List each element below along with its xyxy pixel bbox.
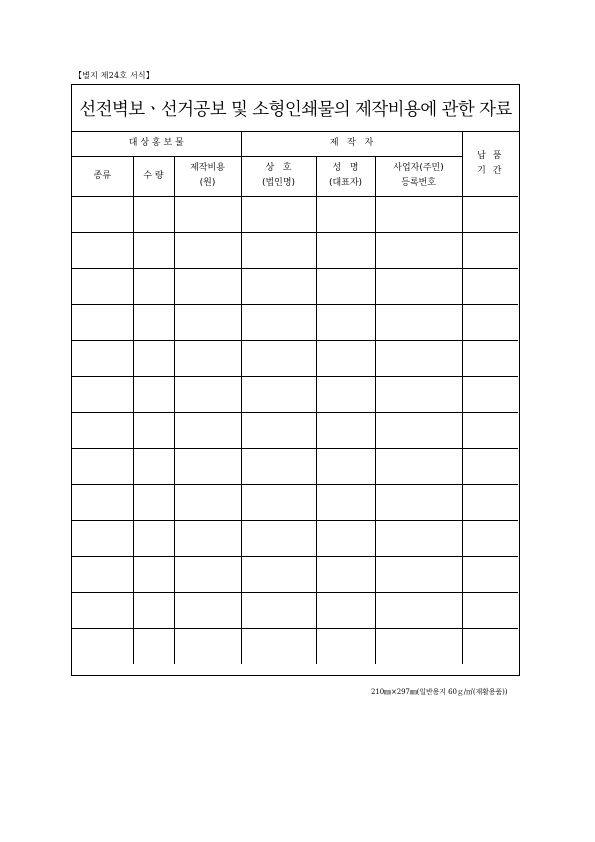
cell-type[interactable] xyxy=(72,448,133,484)
cell-type[interactable] xyxy=(72,232,133,268)
cell-quantity[interactable] xyxy=(133,304,174,340)
cell-delivery-period[interactable] xyxy=(462,484,518,520)
cell-type[interactable] xyxy=(72,592,133,628)
cell-registration-number[interactable] xyxy=(375,376,462,412)
form-title: 선전벽보ㆍ선거공보 및 소형인쇄물의 제작비용에 관한 자료 xyxy=(79,99,512,120)
cell-quantity[interactable] xyxy=(133,376,174,412)
cell-registration-number[interactable] xyxy=(375,412,462,448)
cell-cost[interactable] xyxy=(174,556,241,592)
header-row-group xyxy=(72,132,518,156)
cell-representative[interactable] xyxy=(316,484,375,520)
header-target-label: 대 상 홍 보 물 xyxy=(128,138,184,149)
cell-trade-name[interactable] xyxy=(241,304,316,340)
cell-delivery-period[interactable] xyxy=(462,592,518,628)
cell-trade-name[interactable] xyxy=(241,628,316,664)
cell-delivery-period[interactable] xyxy=(462,304,518,340)
cell-quantity[interactable] xyxy=(133,448,174,484)
cell-trade-name[interactable] xyxy=(241,340,316,376)
table-row xyxy=(72,628,518,664)
cell-type[interactable] xyxy=(72,196,133,232)
table-row xyxy=(72,556,518,592)
cell-trade-name[interactable] xyxy=(241,448,316,484)
cell-type[interactable] xyxy=(72,268,133,304)
cell-quantity[interactable] xyxy=(133,592,174,628)
cell-delivery-period[interactable] xyxy=(462,340,518,376)
table-row xyxy=(72,448,518,484)
title-box xyxy=(72,85,519,132)
cell-representative[interactable] xyxy=(316,628,375,664)
cell-trade-name[interactable] xyxy=(241,556,316,592)
cell-quantity[interactable] xyxy=(133,412,174,448)
table-row xyxy=(72,520,518,556)
cell-cost[interactable] xyxy=(174,268,241,304)
cell-registration-number[interactable] xyxy=(375,484,462,520)
header-delivery-line2: 기 간 xyxy=(477,165,504,176)
cell-registration-number[interactable] xyxy=(375,196,462,232)
cell-representative[interactable] xyxy=(316,412,375,448)
table-row xyxy=(72,340,518,376)
cell-delivery-period[interactable] xyxy=(462,376,518,412)
cell-type[interactable] xyxy=(72,412,133,448)
cell-quantity[interactable] xyxy=(133,196,174,232)
table-row xyxy=(72,304,518,340)
table-row xyxy=(72,268,518,304)
cell-cost[interactable] xyxy=(174,196,241,232)
form-frame xyxy=(71,84,520,676)
header-trade-name xyxy=(241,156,316,196)
header-row-columns xyxy=(72,156,518,196)
header-registration-number xyxy=(375,156,462,196)
header-producer-label: 제 작 자 xyxy=(329,138,374,149)
cell-cost[interactable] xyxy=(174,412,241,448)
header-type-label: 종류 xyxy=(93,170,111,181)
header-name-line2: (대표자) xyxy=(328,178,363,188)
cell-representative[interactable] xyxy=(316,196,375,232)
cell-quantity[interactable] xyxy=(133,484,174,520)
header-delivery-period xyxy=(462,132,518,196)
cell-quantity[interactable] xyxy=(133,232,174,268)
cell-cost[interactable] xyxy=(174,448,241,484)
header-trade-name-line2: (법인명) xyxy=(261,178,296,188)
header-trade-name-line1: 상 호 xyxy=(265,163,292,173)
cell-representative[interactable] xyxy=(316,232,375,268)
cell-registration-number[interactable] xyxy=(375,448,462,484)
cell-delivery-period[interactable] xyxy=(462,412,518,448)
header-cost-line2: (원) xyxy=(199,178,216,188)
cell-delivery-period[interactable] xyxy=(462,232,518,268)
cell-trade-name[interactable] xyxy=(241,484,316,520)
header-producer xyxy=(241,132,462,156)
cell-type[interactable] xyxy=(72,520,133,556)
form-number-label: 【별지 제24호 서식】 xyxy=(74,71,155,80)
cell-trade-name[interactable] xyxy=(241,232,316,268)
cell-cost[interactable] xyxy=(174,376,241,412)
cell-type[interactable] xyxy=(72,628,133,664)
cell-cost[interactable] xyxy=(174,304,241,340)
cell-cost[interactable] xyxy=(174,484,241,520)
cell-registration-number[interactable] xyxy=(375,628,462,664)
cell-type[interactable] xyxy=(72,556,133,592)
cell-trade-name[interactable] xyxy=(241,196,316,232)
cell-representative[interactable] xyxy=(316,268,375,304)
cell-delivery-period[interactable] xyxy=(462,196,518,232)
header-representative xyxy=(316,156,375,196)
cell-quantity[interactable] xyxy=(133,520,174,556)
cell-cost[interactable] xyxy=(174,592,241,628)
cell-trade-name[interactable] xyxy=(241,592,316,628)
cell-registration-number[interactable] xyxy=(375,268,462,304)
cell-quantity[interactable] xyxy=(133,268,174,304)
header-regno-line1: 사업자(주민) xyxy=(393,163,444,173)
cell-delivery-period[interactable] xyxy=(462,448,518,484)
cell-cost[interactable] xyxy=(174,340,241,376)
cell-registration-number[interactable] xyxy=(375,592,462,628)
cell-representative[interactable] xyxy=(316,304,375,340)
header-target-materials xyxy=(72,132,241,156)
table-row xyxy=(72,592,518,628)
header-delivery-line1: 납 품 xyxy=(477,150,504,161)
header-quantity xyxy=(133,156,174,196)
cell-delivery-period[interactable] xyxy=(462,268,518,304)
table-row xyxy=(72,232,518,268)
cell-cost[interactable] xyxy=(174,628,241,664)
cell-registration-number[interactable] xyxy=(375,304,462,340)
cell-trade-name[interactable] xyxy=(241,412,316,448)
cell-registration-number[interactable] xyxy=(375,556,462,592)
cell-trade-name[interactable] xyxy=(241,376,316,412)
cell-representative[interactable] xyxy=(316,376,375,412)
table-row xyxy=(72,376,518,412)
header-name-line1: 성 명 xyxy=(332,163,359,173)
cell-representative[interactable] xyxy=(316,556,375,592)
table-row xyxy=(72,484,518,520)
cell-type[interactable] xyxy=(72,340,133,376)
cell-delivery-period[interactable] xyxy=(462,556,518,592)
cell-representative[interactable] xyxy=(316,592,375,628)
table-row xyxy=(72,196,518,232)
header-regno-line2: 등록번호 xyxy=(401,178,436,188)
cell-trade-name[interactable] xyxy=(241,268,316,304)
cell-registration-number[interactable] xyxy=(375,520,462,556)
cell-registration-number[interactable] xyxy=(375,340,462,376)
cell-representative[interactable] xyxy=(316,448,375,484)
cell-quantity[interactable] xyxy=(133,556,174,592)
cell-representative[interactable] xyxy=(316,340,375,376)
cell-trade-name[interactable] xyxy=(241,520,316,556)
cell-delivery-period[interactable] xyxy=(462,520,518,556)
paper-spec-note: 210㎜×297㎜(일반용지 60ｇ/㎡(재활용품)) xyxy=(371,688,508,696)
table-row xyxy=(72,412,518,448)
cell-type[interactable] xyxy=(72,484,133,520)
header-quantity-label: 수 량 xyxy=(143,170,164,181)
cell-type[interactable] xyxy=(72,304,133,340)
cell-quantity[interactable] xyxy=(133,628,174,664)
cell-registration-number[interactable] xyxy=(375,232,462,268)
cost-table xyxy=(72,132,518,664)
header-cost-line1: 제작비용 xyxy=(190,163,225,173)
cell-representative[interactable] xyxy=(316,520,375,556)
header-type xyxy=(72,156,133,196)
cell-delivery-period[interactable] xyxy=(462,628,518,664)
cell-cost[interactable] xyxy=(174,520,241,556)
header-cost xyxy=(174,156,241,196)
cell-cost[interactable] xyxy=(174,232,241,268)
cell-quantity[interactable] xyxy=(133,340,174,376)
cell-type[interactable] xyxy=(72,376,133,412)
